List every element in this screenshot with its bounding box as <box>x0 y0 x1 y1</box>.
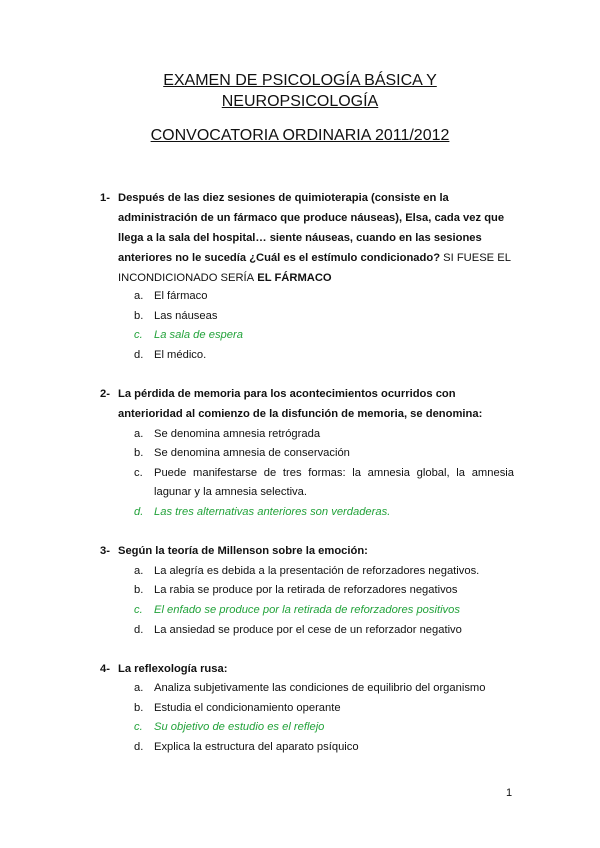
option-text: Se denomina amnesia retrógrada <box>154 428 321 440</box>
question-text-line-bold: anteriores no le sucedía ¿Cuál es el estímulo condicionado? <box>118 252 441 264</box>
question-text-line: administración de un fármaco que produce náuseas), Elsa, cada vez que <box>118 212 505 224</box>
option-letter: a. <box>134 290 144 302</box>
option-letter: d. <box>134 624 144 636</box>
answer-note: SI FUESE EL <box>443 252 511 264</box>
answer-note-bold: EL FÁRMACO <box>257 272 332 284</box>
question-number: 2- <box>100 388 110 400</box>
option-text: Las náuseas <box>154 310 218 322</box>
option-text: El enfado se produce por la retirada de reforzadores positivos <box>154 604 460 616</box>
option-letter: c. <box>134 721 143 733</box>
option-letter: c. <box>134 604 143 616</box>
page-number: 1 <box>506 787 513 799</box>
exam-subtitle: CONVOCATORIA ORDINARIA 2011/2012 <box>150 127 450 144</box>
option-letter: b. <box>134 702 144 714</box>
question-text-line: llega a la sala del hospital… siente náuseas, cuando en las sesiones <box>118 232 482 244</box>
option-text: Se denomina amnesia de conservación <box>154 447 350 459</box>
option-text: La rabia se produce por la retirada de reforzadores negativos <box>154 584 458 596</box>
option-letter: c. <box>134 467 143 479</box>
option-letter: d. <box>134 506 144 518</box>
option-text: La sala de espera <box>154 329 243 341</box>
title-line-2: NEUROPSICOLOGÍA <box>221 93 379 110</box>
option-letter: a. <box>134 428 144 440</box>
question-text-line: anterioridad al comienzo de la disfunción de memoria, se denomina: <box>118 408 483 420</box>
question-number: 3- <box>100 545 110 557</box>
question-number: 4- <box>100 663 110 675</box>
option-text: lagunar y la amnesia selectiva. <box>154 486 307 498</box>
option-text: Explica la estructura del aparato psíquico <box>154 741 359 753</box>
option-text: Analiza subjetivamente las condiciones de equilibrio del organismo <box>154 682 486 694</box>
question-text-line: La reflexología rusa: <box>118 663 228 675</box>
option-text: El médico. <box>154 349 207 361</box>
option-letter: a. <box>134 565 144 577</box>
title-line-1: EXAMEN DE PSICOLOGÍA BÁSICA Y <box>163 72 437 89</box>
option-text: Puede manifestarse de tres formas: la amnesia global, la amnesia <box>154 467 514 479</box>
option-letter: c. <box>134 329 143 341</box>
option-letter: b. <box>134 584 144 596</box>
option-letter: a. <box>134 682 144 694</box>
option-text: La alegría es debida a la presentación de reforzadores negativos. <box>154 565 480 577</box>
option-text: Las tres alternativas anteriores son verdaderas. <box>154 506 391 518</box>
question-number: 1- <box>100 192 110 204</box>
option-text: Estudia el condicionamiento operante <box>154 702 341 714</box>
option-letter: d. <box>134 741 144 753</box>
question-text-line: Después de las diez sesiones de quimioterapia (consiste en la <box>118 192 449 204</box>
option-text: Su objetivo de estudio es el reflejo <box>154 721 325 733</box>
option-letter: b. <box>134 310 144 322</box>
question-text-line <box>118 248 514 268</box>
option-text: La ansiedad se produce por el cese de un reforzador negativo <box>154 624 462 636</box>
question-text-line: La pérdida de memoria para los acontecimientos ocurridos con <box>118 388 456 400</box>
option-letter: b. <box>134 447 144 459</box>
answer-note: INCONDICIONADO SERÍA <box>118 272 255 284</box>
option-letter: d. <box>134 349 144 361</box>
option-text: El fármaco <box>154 290 208 302</box>
answer-note-line <box>118 268 514 288</box>
question-text-line: Según la teoría de Millenson sobre la emoción: <box>118 545 368 557</box>
